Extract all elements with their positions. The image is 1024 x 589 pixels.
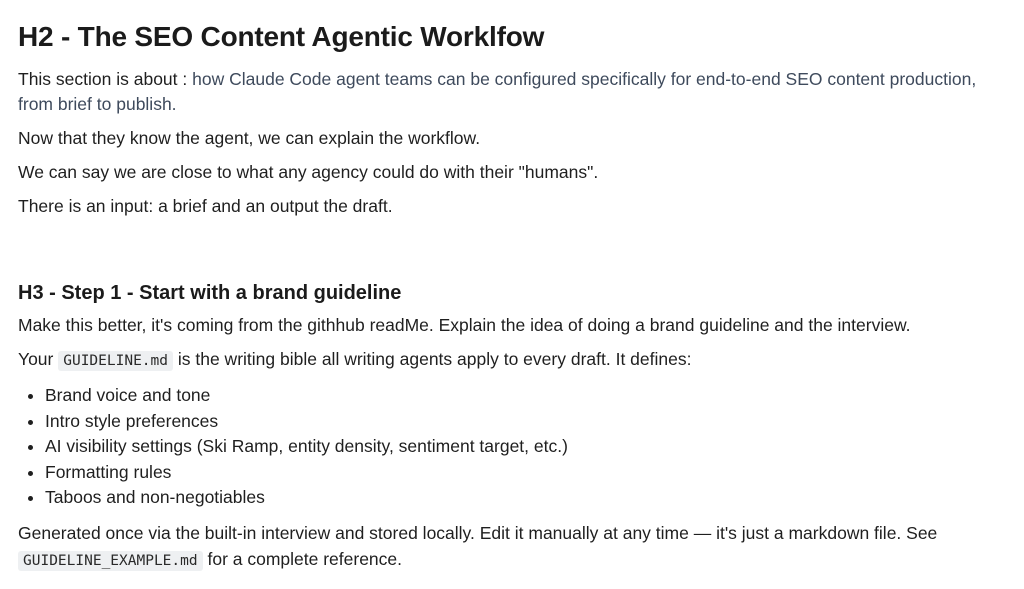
guideline-filename-code: GUIDELINE.md — [58, 351, 173, 371]
guideline-text-after: is the writing bible all writing agents apply to every draft. It defines: — [173, 349, 692, 369]
section-spacer — [18, 219, 1006, 279]
list-item: • Intro style preferences — [45, 409, 1006, 435]
list-item: • Formatting rules — [45, 460, 1006, 486]
guideline-paragraph — [18, 347, 1006, 374]
list-item: • Brand voice and tone — [45, 383, 1006, 409]
guideline-bullet-list — [18, 383, 1006, 511]
section-heading-h3: H3 - Step 1 - Start with a brand guideline — [18, 282, 402, 304]
section-heading-h2: H2 - The SEO Content Agentic Worklfow — [18, 21, 545, 52]
final-text-before: Generated once via the built-in interview and stored locally. Edit it manually at any time — it's just a markdown file. See — [18, 522, 938, 543]
example-filename-code: GUIDELINE_EXAMPLE.md — [18, 551, 203, 571]
final-paragraph — [18, 520, 1006, 574]
paragraph-input-output: There is an input: a brief and an output the draft. — [18, 196, 393, 216]
intro-prefix: This section is about : — [18, 69, 193, 89]
paragraph-agency: We can say we are close to what any agency could do with their "humans". — [18, 162, 599, 182]
guideline-text-before: Your — [18, 349, 59, 369]
paragraph-workflow: Now that they know the agent, we can explain the workflow. — [18, 128, 481, 148]
editor-note: Make this better, it's coming from the githhub readMe. Explain the idea of doing a brand guideline and the interview. — [18, 315, 911, 335]
list-item: • Taboos and non-negotiables — [45, 485, 1006, 511]
intro-paragraph — [18, 67, 1006, 117]
intro-highlight: how Claude Code agent teams can be configured specifically for end-to-end SEO content production, from brief to publish. — [18, 69, 977, 114]
list-item: • AI visibility settings (Ski Ramp, entity density, sentiment target, etc.) — [45, 434, 1006, 460]
final-text-after: for a complete reference. — [202, 548, 403, 569]
